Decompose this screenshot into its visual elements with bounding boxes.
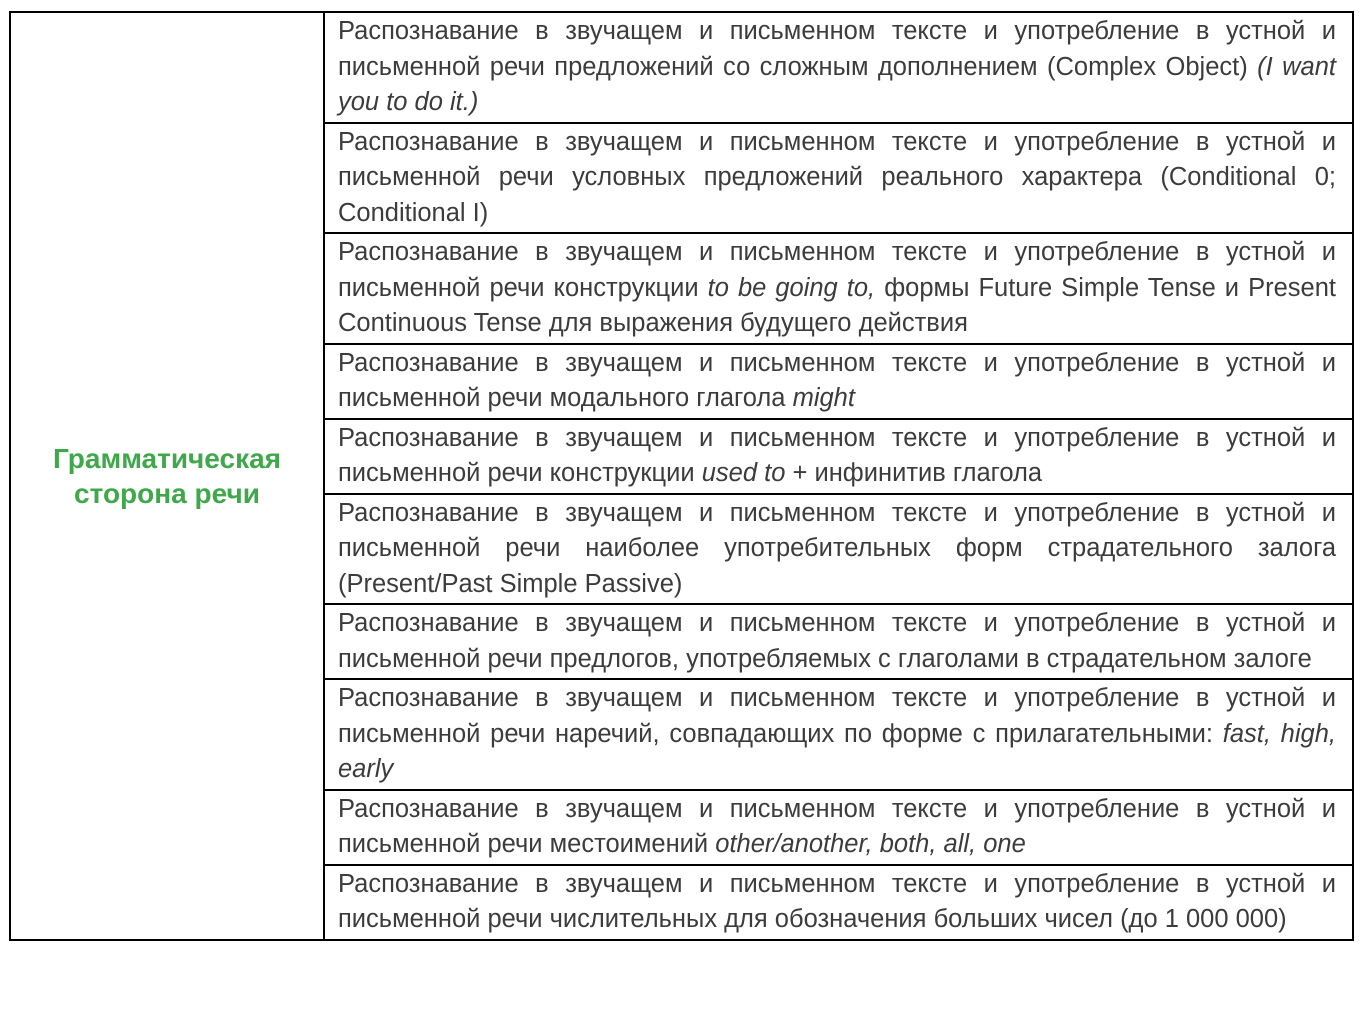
cell-text: Распознавание в звучащем и письменном тексте и употребление в устной и письменной речи условных предложений реального характера (Conditional 0; Conditional I) <box>338 127 1336 227</box>
cell-italic-text: might <box>792 384 855 412</box>
table-cell <box>324 123 1353 234</box>
table-cell <box>324 344 1353 419</box>
section-cell <box>10 12 324 940</box>
table-cell <box>324 233 1353 344</box>
cell-text: Распознавание в звучащем и письменном тексте и употребление в устной и письменной речи модального глагола <box>338 348 1336 412</box>
cell-text: Распознавание в звучащем и письменном тексте и употребление в устной и письменной речи числительных для обозначения больших чисел (до 1 000 000) <box>338 869 1336 933</box>
table-row <box>10 12 1353 123</box>
table-cell <box>324 604 1353 679</box>
cell-text: Распознавание в звучащем и письменном тексте и употребление в устной и письменной речи наиболее употребительных форм страдательного залога (Present/Past Simple Passive) <box>338 498 1336 598</box>
table-cell <box>324 419 1353 494</box>
table-cell <box>324 865 1353 940</box>
cell-text: Распознавание в звучащем и письменном тексте и употребление в устной и письменной речи конструкции <box>338 423 1336 487</box>
cell-text: Распознавание в звучащем и письменном тексте и употребление в устной и письменной речи местоимений <box>338 794 1336 858</box>
cell-italic-text: used to <box>701 459 786 487</box>
table-cell <box>324 679 1353 790</box>
cell-italic-text: (I want you to do it.) <box>338 52 1336 116</box>
table-cell <box>324 790 1353 865</box>
cell-text: Распознавание в звучащем и письменном тексте и употребление в устной и письменной речи наречий, совпадающих по форме с прилагательными: <box>338 684 1336 748</box>
table-cell <box>324 12 1353 123</box>
cell-tail-text: формы Future Simple Tense и Present Continuous Tense для выражения будущего действия <box>338 273 1336 337</box>
cell-italic-text: fast, high, early <box>338 719 1336 783</box>
section-title-line: Грамматическая <box>53 442 281 474</box>
cell-text: Распознавание в звучащем и письменном тексте и употребление в устной и письменной речи предлогов, употребляемых с глаголами в страдательном залоге <box>338 609 1336 673</box>
cell-italic-text: other/another, both, all, one <box>715 830 1026 858</box>
cell-text: Распознавание в звучащем и письменном тексте и употребление в устной и письменной речи предложений со сложным дополнением (Complex Object) <box>338 17 1336 81</box>
table-cell <box>324 494 1353 605</box>
section-title <box>11 441 323 511</box>
cell-text: Распознавание в звучащем и письменном тексте и употребление в устной и письменной речи конструкции <box>338 238 1336 302</box>
grammar-table <box>9 11 1354 941</box>
cell-italic-text: to be going to, <box>707 273 876 302</box>
section-title-line: сторона речи <box>74 477 260 509</box>
cell-tail-text: + инфинитив глагола <box>785 459 1043 487</box>
